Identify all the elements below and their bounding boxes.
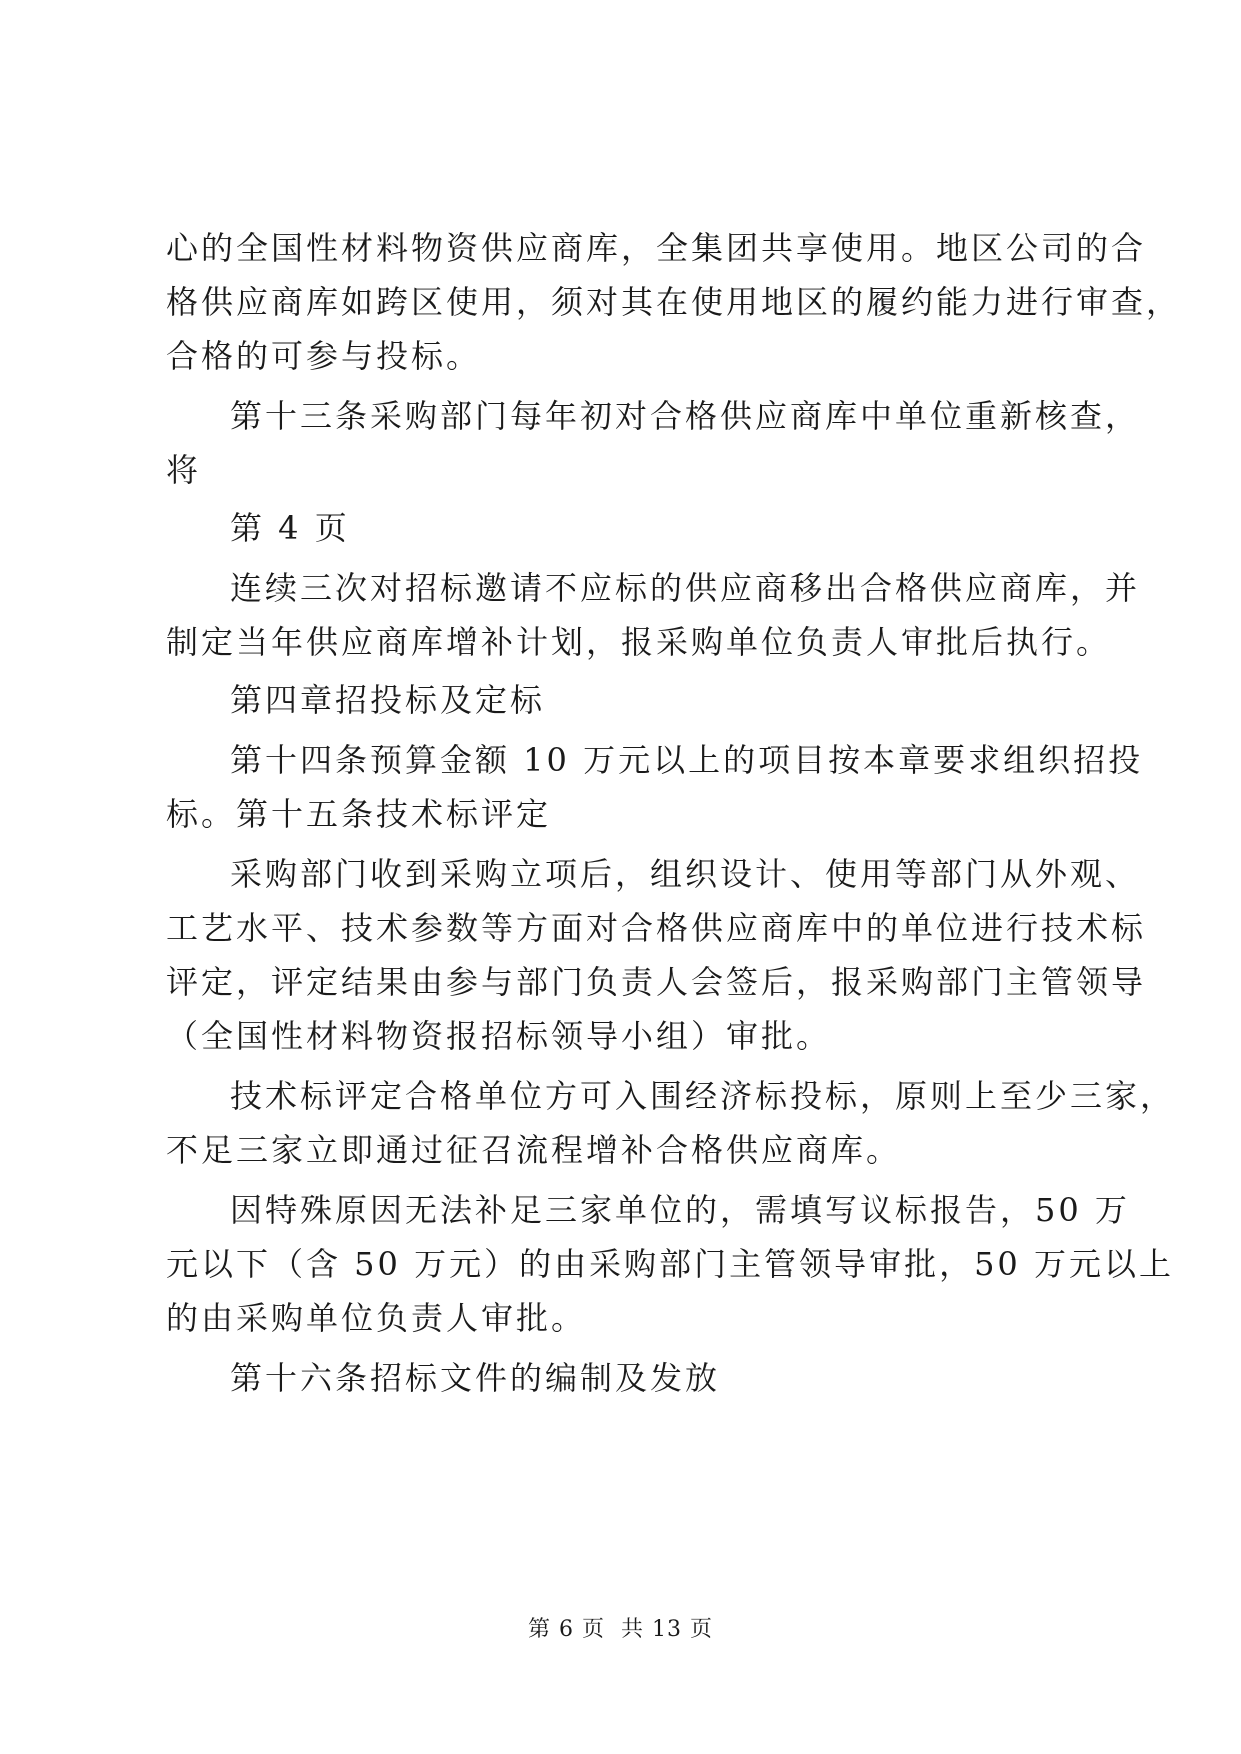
page-total: 共 13 页 <box>621 1617 713 1642</box>
text-line: 第十四条预算金额 10 万元以上的项目按本章要求组织招投 <box>230 741 1144 779</box>
text-line: 采购部门收到采购立项后，组织设计、使用等部门从外观、 <box>230 855 1141 893</box>
page-number: 第 6 页 <box>528 1617 605 1642</box>
text-line: 心的全国性材料物资供应商库，全集团共享使用。地区公司的合 <box>166 229 1147 267</box>
text-line: 元以下（含 50 万元）的由采购部门主管领导审批，50 万元以上 <box>166 1245 1174 1283</box>
text-line: 连续三次对招标邀请不应标的供应商移出合格供应商库，并 <box>230 569 1141 607</box>
text-line: 将 <box>166 451 202 489</box>
text-line: 工艺水平、技术参数等方面对合格供应商库中的单位进行技术标 <box>166 909 1147 947</box>
chapter-heading: 第四章招投标及定标 <box>230 681 546 719</box>
text-line: 评定，评定结果由参与部门负责人会签后，报采购部门主管领导 <box>166 963 1147 1001</box>
section-heading: 第十六条招标文件的编制及发放 <box>230 1359 721 1397</box>
text-line: 因特殊原因无法补足三家单位的，需填写议标报告，50 万 <box>230 1191 1130 1229</box>
text-line: 的由采购单位负责人审批。 <box>166 1299 587 1337</box>
text-line: 第十三条采购部门每年初对合格供应商库中单位重新核查， <box>230 397 1141 435</box>
text-line: 标。第十五条技术标评定 <box>166 795 552 833</box>
text-line: 合格的可参与投标。 <box>166 337 482 375</box>
text-line: 制定当年供应商库增补计划，报采购单位负责人审批后执行。 <box>166 623 1112 661</box>
page-footer <box>0 1616 1241 1644</box>
text-line: （全国性材料物资报招标领导小组）审批。 <box>166 1017 832 1055</box>
text-line: 技术标评定合格单位方可入围经济标投标，原则上至少三家， <box>230 1077 1176 1115</box>
text-line: 不足三家立即通过征召流程增补合格供应商库。 <box>166 1131 902 1169</box>
inline-page-marker: 第 4 页 <box>230 509 350 547</box>
text-line: 格供应商库如跨区使用，须对其在使用地区的履约能力进行审查， <box>166 283 1182 321</box>
